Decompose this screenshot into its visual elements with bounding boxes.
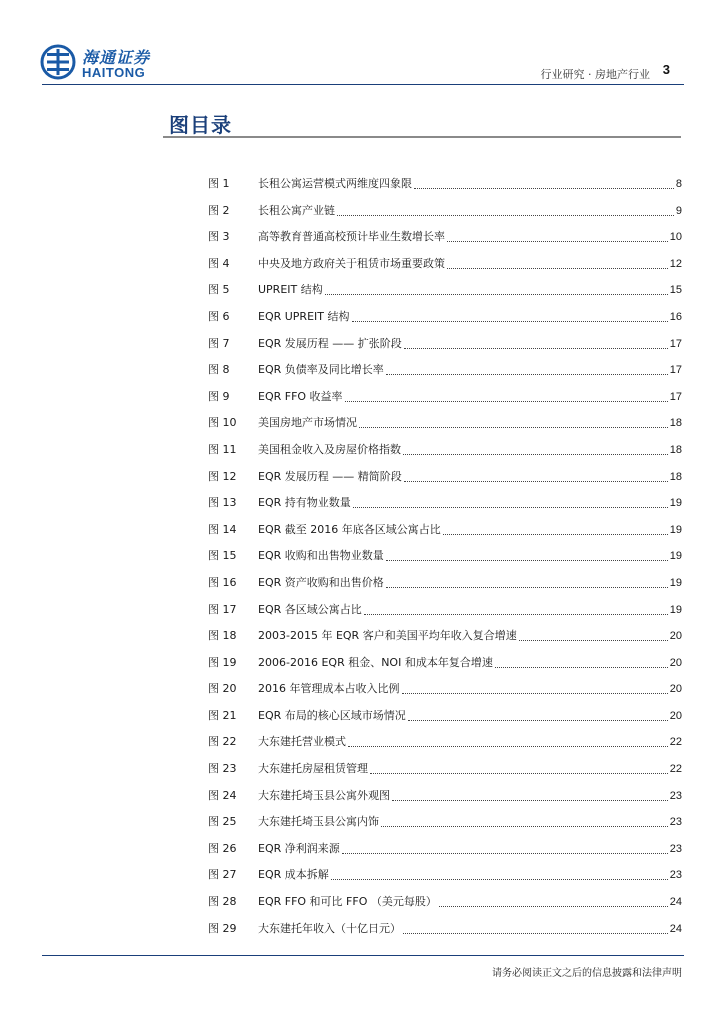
figure-number: 图 12 <box>208 469 237 483</box>
figure-number: 图 26 <box>208 841 237 855</box>
dot-leader <box>403 921 668 934</box>
figure-number: 图 9 <box>208 389 230 403</box>
figure-page-number: 20 <box>669 709 682 722</box>
toc-entry[interactable] <box>208 867 682 894</box>
brand-name-cn: 海通证券 <box>82 48 151 67</box>
figure-title: EQR 持有物业数量 <box>258 496 351 510</box>
figure-page-number: 10 <box>669 231 682 244</box>
figure-title: 大东建托营业模式 <box>258 735 346 749</box>
figure-page-number: 18 <box>669 443 682 456</box>
figure-number: 图 27 <box>208 868 237 882</box>
figure-page-number: 17 <box>669 337 682 350</box>
dot-leader <box>331 867 668 880</box>
figure-page-number: 20 <box>669 630 682 643</box>
toc-entry[interactable] <box>208 761 682 788</box>
figure-page-number: 9 <box>675 204 682 217</box>
figure-page-number: 22 <box>669 736 682 749</box>
figure-title: 大东建托埼玉县公寓外观图 <box>258 788 390 802</box>
figure-title: 2006-2016 EQR 租金、NOI 和成本年复合增速 <box>258 655 493 669</box>
page-number: 3 <box>662 62 670 77</box>
toc-entry[interactable] <box>208 256 682 283</box>
toc-entry[interactable] <box>208 415 682 442</box>
dot-leader <box>345 389 668 402</box>
toc-entry[interactable] <box>208 841 682 868</box>
dot-leader <box>404 469 668 482</box>
dot-leader <box>386 548 668 561</box>
dot-leader <box>359 415 668 428</box>
figure-number: 图 17 <box>208 602 237 616</box>
dot-leader <box>392 788 668 801</box>
figure-page-number: 19 <box>669 497 682 510</box>
figure-title: EQR 成本拆解 <box>258 868 329 882</box>
figure-page-number: 23 <box>669 816 682 829</box>
figure-number: 图 29 <box>208 921 237 935</box>
toc-entry[interactable] <box>208 176 682 203</box>
figure-title: EQR 发展历程 —— 精简阶段 <box>258 469 402 483</box>
figure-title: EQR 发展历程 —— 扩张阶段 <box>258 336 402 350</box>
dot-leader <box>386 575 668 588</box>
figure-number: 图 5 <box>208 283 230 297</box>
figure-page-number: 15 <box>669 284 682 297</box>
toc-entry[interactable] <box>208 522 682 549</box>
figure-number: 图 8 <box>208 363 230 377</box>
toc-entry[interactable] <box>208 708 682 735</box>
figure-page-number: 19 <box>669 603 682 616</box>
figure-number: 图 21 <box>208 708 237 722</box>
toc-entry[interactable] <box>208 655 682 682</box>
figure-title: EQR FFO 和可比 FFO （美元每股） <box>258 895 437 909</box>
figure-number: 图 13 <box>208 496 237 510</box>
figure-page-number: 19 <box>669 550 682 563</box>
figure-title: EQR FFO 收益率 <box>258 389 343 403</box>
figure-page-number: 16 <box>669 310 682 323</box>
figure-title: EQR 资产收购和出售价格 <box>258 575 384 589</box>
dot-leader <box>447 229 668 242</box>
dot-leader <box>348 734 668 747</box>
figure-page-number: 17 <box>669 390 682 403</box>
dot-leader <box>402 681 668 694</box>
figure-title: 2003-2015 年 EQR 客户和美国平均年收入复合增速 <box>258 629 517 643</box>
figure-page-number: 17 <box>669 364 682 377</box>
figure-page-number: 23 <box>669 869 682 882</box>
footer-divider <box>42 955 684 956</box>
figure-page-number: 8 <box>675 178 682 190</box>
figure-page-number: 24 <box>669 922 682 935</box>
figure-number: 图 10 <box>208 416 237 430</box>
figure-page-number: 19 <box>669 523 682 536</box>
dot-leader <box>447 256 668 269</box>
toc-entry[interactable] <box>208 628 682 655</box>
dot-leader <box>439 894 668 907</box>
figure-title: UPREIT 结构 <box>258 283 323 297</box>
figure-number: 图 2 <box>208 203 230 217</box>
toc-entry[interactable] <box>208 309 682 336</box>
figure-title: EQR 负债率及同比增长率 <box>258 363 384 377</box>
brand-name-en: HAITONG <box>82 65 146 80</box>
figure-number: 图 28 <box>208 895 237 909</box>
figure-page-number: 23 <box>669 789 682 802</box>
figure-title: 大东建托年收入（十亿日元） <box>258 921 401 935</box>
dot-leader <box>443 522 668 535</box>
figure-number: 图 20 <box>208 682 237 696</box>
toc-entry[interactable] <box>208 814 682 841</box>
dot-leader <box>381 814 668 827</box>
figure-number: 图 23 <box>208 762 237 776</box>
dot-leader <box>414 176 674 189</box>
figure-page-number: 18 <box>669 470 682 483</box>
section-title: 图目录 <box>169 113 232 137</box>
toc-entry[interactable] <box>208 894 682 921</box>
dot-leader <box>352 309 668 322</box>
footer-disclaimer: 请务必阅读正文之后的信息披露和法律声明 <box>492 968 682 979</box>
figure-title: 长租公寓运营模式两维度四象限 <box>258 177 412 190</box>
figure-title: EQR 净利润来源 <box>258 841 340 855</box>
toc-entry[interactable] <box>208 575 682 602</box>
figure-number: 图 15 <box>208 549 237 563</box>
figure-number: 图 22 <box>208 735 237 749</box>
haitong-emblem-icon <box>40 44 76 80</box>
figure-list <box>208 176 682 947</box>
figure-page-number: 18 <box>669 417 682 430</box>
dot-leader <box>495 655 668 668</box>
dot-leader <box>408 708 668 721</box>
figure-title: 长租公寓产业链 <box>258 203 335 217</box>
figure-number: 图 25 <box>208 815 237 829</box>
figure-page-number: 12 <box>669 257 682 270</box>
dot-leader <box>403 442 668 455</box>
figure-title: 大东建托埼玉县公寓内饰 <box>258 815 379 829</box>
figure-page-number: 19 <box>669 576 682 589</box>
report-type: 行业研究 · 房地产行业 <box>540 68 650 81</box>
dot-leader <box>370 761 668 774</box>
dot-leader <box>337 203 674 216</box>
figure-page-number: 20 <box>669 656 682 669</box>
figure-title: 美国房地产市场情况 <box>258 416 357 430</box>
figure-title: EQR 截至 2016 年底各区域公寓占比 <box>258 522 441 536</box>
figure-title: EQR 收购和出售物业数量 <box>258 549 384 563</box>
figure-title: EQR UPREIT 结构 <box>258 309 350 323</box>
dot-leader <box>353 495 668 508</box>
toc-entry[interactable] <box>208 921 682 948</box>
toc-entry[interactable] <box>208 203 682 230</box>
dot-leader <box>342 841 668 854</box>
toc-entry[interactable] <box>208 389 682 416</box>
figure-title: 美国租金收入及房屋价格指数 <box>258 442 401 456</box>
figure-page-number: 22 <box>669 763 682 776</box>
figure-number: 图 24 <box>208 788 237 802</box>
figure-number: 图 4 <box>208 256 230 270</box>
toc-entry[interactable] <box>208 602 682 629</box>
header-divider <box>42 84 684 85</box>
toc-entry[interactable] <box>208 734 682 761</box>
dot-leader <box>364 602 668 615</box>
figure-number: 图 11 <box>208 442 237 456</box>
dot-leader <box>519 628 668 641</box>
dot-leader <box>325 282 668 295</box>
figure-title: 大东建托房屋租赁管理 <box>258 762 368 776</box>
figure-number: 图 6 <box>208 309 230 323</box>
toc-entry[interactable] <box>208 469 682 496</box>
figure-number: 图 3 <box>208 230 230 244</box>
toc-entry[interactable] <box>208 229 682 256</box>
toc-entry[interactable] <box>208 495 682 522</box>
toc-entry[interactable] <box>208 548 682 575</box>
figure-number: 图 16 <box>208 575 237 589</box>
figure-page-number: 23 <box>669 842 682 855</box>
figure-page-number: 20 <box>669 683 682 696</box>
toc-entry[interactable] <box>208 282 682 309</box>
toc-entry[interactable] <box>208 336 682 363</box>
figure-title: EQR 各区域公寓占比 <box>258 602 362 616</box>
figure-title: EQR 布局的核心区域市场情况 <box>258 708 406 722</box>
figure-number: 图 18 <box>208 629 237 643</box>
dot-leader <box>404 336 668 349</box>
toc-entry[interactable] <box>208 788 682 815</box>
figure-page-number: 24 <box>669 896 682 909</box>
figure-number: 图 14 <box>208 522 237 536</box>
figure-title: 高等教育普通高校预计毕业生数增长率 <box>258 230 445 244</box>
figure-title: 2016 年管理成本占收入比例 <box>258 682 400 696</box>
figure-number: 图 19 <box>208 655 237 669</box>
figure-title: 中央及地方政府关于租赁市场重要政策 <box>258 256 445 270</box>
toc-entry[interactable] <box>208 681 682 708</box>
toc-entry[interactable] <box>208 362 682 389</box>
dot-leader <box>386 362 668 375</box>
figure-number: 图 7 <box>208 336 230 350</box>
section-divider <box>163 136 681 138</box>
toc-entry[interactable] <box>208 442 682 469</box>
figure-number: 图 1 <box>208 177 230 190</box>
haitong-logo <box>40 44 170 84</box>
